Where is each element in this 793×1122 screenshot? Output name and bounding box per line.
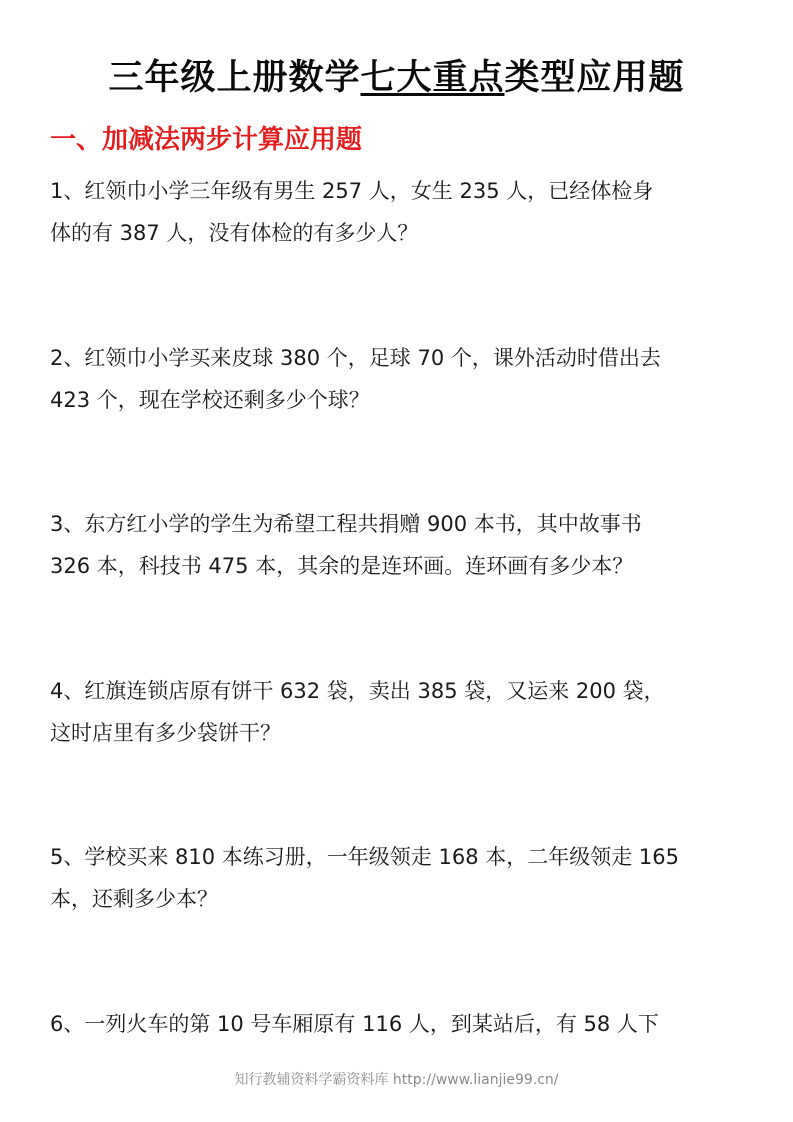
question-6-line-1: 6、一列火车的第 10 号车厢原有 116 人，到某站后，有 58 人下 [50,1012,659,1036]
question-3-line-2: 326 本，科技书 475 本，其余的是连环画。连环画有多少本？ [50,554,634,578]
question-5-line-2: 本，还剩多少本？ [50,887,218,911]
question-4-line-1: 4、红旗连锁店原有饼干 632 袋，卖出 385 袋，又运来 200 袋， [50,679,665,703]
question-1-line-1: 1、红领巾小学三年级有男生 257 人，女生 235 人，已经体检身 [50,179,654,203]
question-2-line-1: 2、红领巾小学买来皮球 380 个，足球 70 个，课外活动时借出去 [50,346,661,370]
question-3-line-1: 3、东方红小学的学生为希望工程共捐赠 900 本书，其中故事书 [50,512,642,536]
question-1-line-2: 体的有 387 人，没有体检的有多少人？ [50,221,419,245]
question-5 [50,836,750,920]
question-3 [50,503,750,587]
question-4 [50,670,750,754]
question-6 [50,1003,750,1045]
question-5-line-1: 5、学校买来 810 本练习册，一年级领走 168 本，二年级领走 165 [50,845,679,869]
title-part-3: 类型应用题 [504,58,685,98]
question-4-line-2: 这时店里有多少袋饼干？ [50,721,281,745]
question-2 [50,337,750,421]
page-title [0,52,793,104]
page-footer: 知行教辅资料学霸资料库 http://www.lianjie99.cn/ [234,1072,559,1088]
question-2-line-2: 423 个，现在学校还剩多少个球？ [50,388,370,412]
section-heading: 一、加减法两步计算应用题 [50,125,363,155]
question-1 [50,170,750,254]
title-part-2-underlined: 七大重点 [360,58,505,98]
title-part-1: 三年级上册数学 [108,58,361,98]
